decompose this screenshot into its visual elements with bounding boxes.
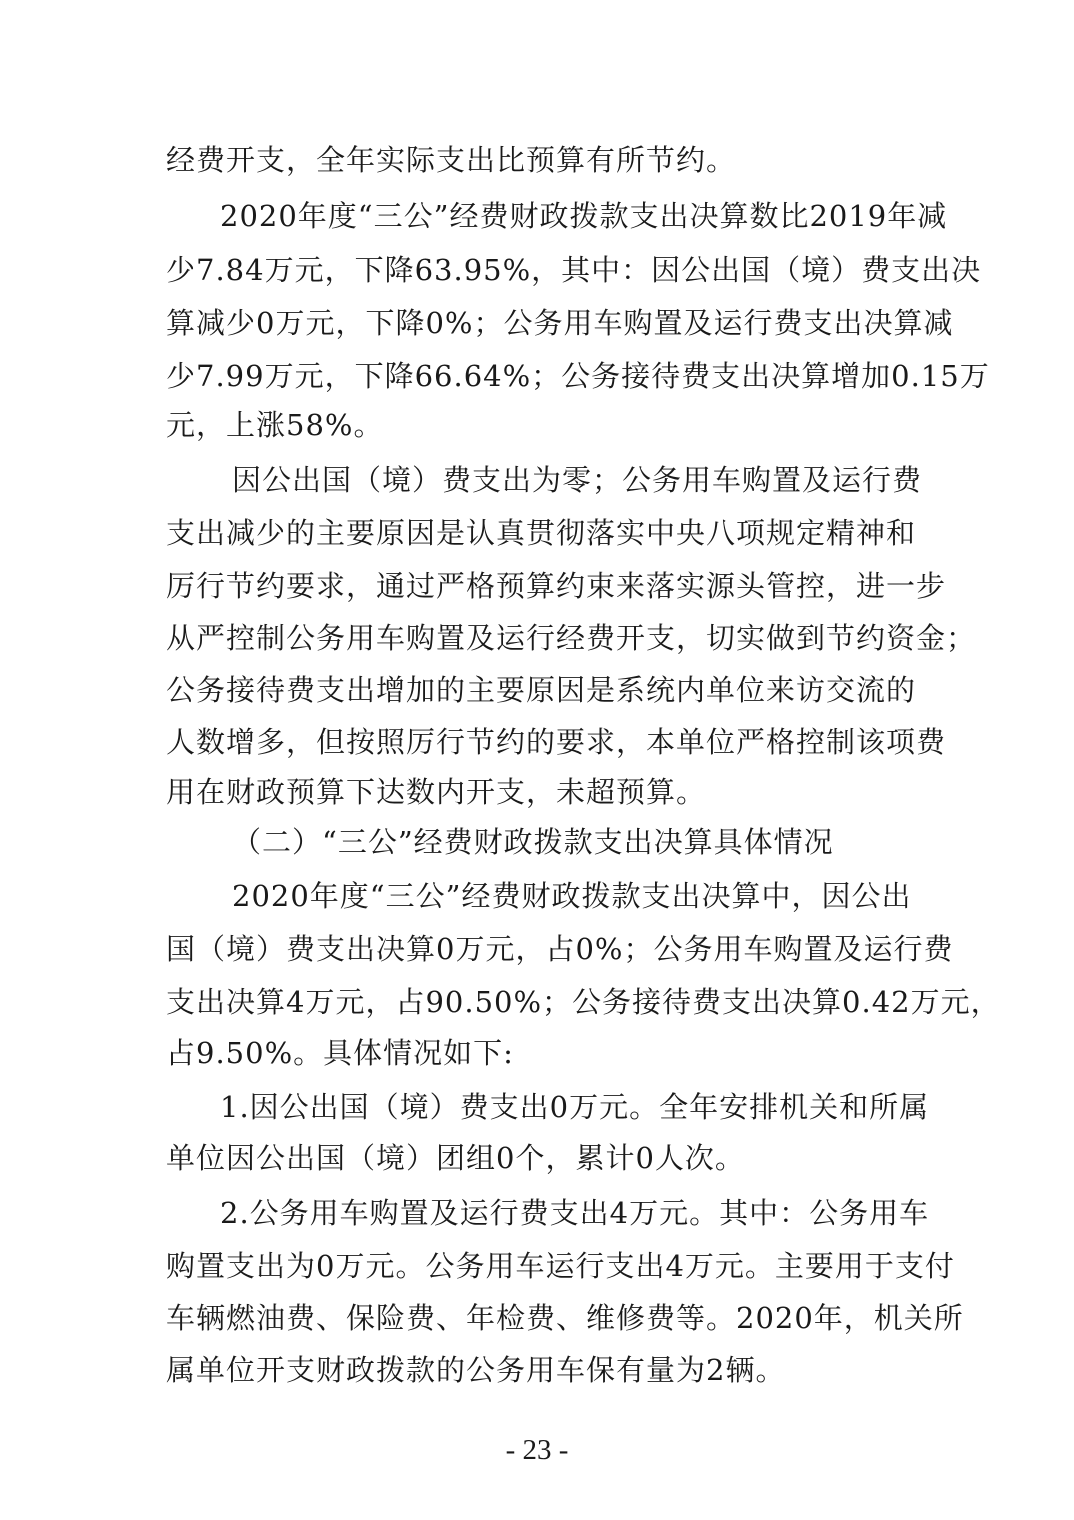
paragraph-line: 用在财政预算下达数内开支，未超预算。 (166, 775, 707, 809)
paragraph-line: 人数增多，但按照厉行节约的要求，本单位严格控制该项费 (166, 725, 947, 759)
paragraph-line: 少7.99万元，下降66.64%；公务接待费支出决算增加0.15万 (166, 359, 990, 393)
paragraph-line: 支出决算4万元，占90.50%；公务接待费支出决算0.42万元， (166, 985, 1001, 1019)
paragraph-line: 支出减少的主要原因是认真贯彻落实中央八项规定精神和 (166, 516, 917, 550)
page-number: - 23 - (505, 1434, 569, 1466)
paragraph-line: 占9.50%。具体情况如下: (166, 1036, 514, 1070)
paragraph-line: 少7.84万元，下降63.95%，其中：因公出国（境）费支出决 (166, 253, 982, 287)
paragraph-line: 厉行节约要求，通过严格预算约束来落实源头管控，进一步 (166, 569, 947, 603)
paragraph-line: 1.因公出国（境）费支出0万元。全年安排机关和所属 (220, 1090, 930, 1124)
section-heading: （二）“三公”经费财政拨款支出决算具体情况 (232, 825, 834, 859)
paragraph-line: 单位因公出国（境）团组0个，累计0人次。 (166, 1141, 745, 1175)
paragraph-line: 购置支出为0万元。公务用车运行支出4万元。主要用于支付 (166, 1249, 955, 1283)
paragraph-line: 2020年度“三公”经费财政拨款支出决算中，因公出 (232, 879, 912, 913)
paragraph-line: 元，上涨58%。 (166, 408, 384, 442)
paragraph-line: 属单位开支财政拨款的公务用车保有量为2辆。 (166, 1353, 786, 1387)
paragraph-line: 车辆燃油费、保险费、年检费、维修费等。2020年，机关所 (166, 1301, 964, 1335)
paragraph-line: 算减少0万元，下降0%；公务用车购置及运行费支出决算减 (166, 306, 954, 340)
paragraph-line: 2020年度“三公”经费财政拨款支出决算数比2019年减 (220, 199, 948, 233)
paragraph-line: 从严控制公务用车购置及运行经费开支，切实做到节约资金； (166, 621, 977, 655)
paragraph-line: 经费开支，全年实际支出比预算有所节约。 (166, 143, 737, 177)
paragraph-line: 因公出国（境）费支出为零；公务用车购置及运行费 (232, 463, 923, 497)
paragraph-line: 国（境）费支出决算0万元，占0%；公务用车购置及运行费 (166, 932, 954, 966)
paragraph-line: 2.公务用车购置及运行费支出4万元。其中：公务用车 (220, 1196, 930, 1230)
paragraph-line: 公务接待费支出增加的主要原因是系统内单位来访交流的 (166, 673, 917, 707)
